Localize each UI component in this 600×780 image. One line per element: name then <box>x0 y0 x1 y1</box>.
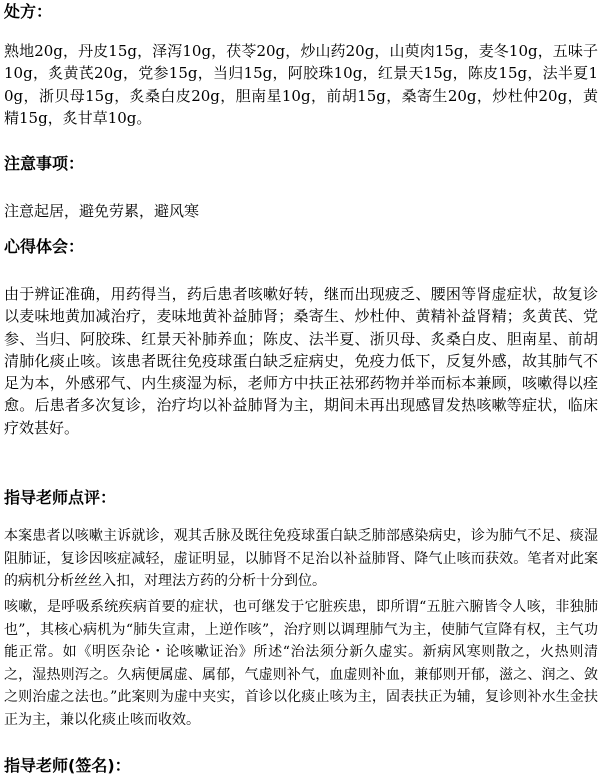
experience-heading: 心得体会： <box>4 237 85 256</box>
notes-heading: 注意事项： <box>4 154 85 173</box>
teacher-comment-heading: 指导老师点评： <box>4 488 117 507</box>
signature-heading: 指导老师(签名)： <box>4 756 131 775</box>
notes-text: 注意起居，避免劳累，避风寒 <box>4 202 200 220</box>
teacher-comment-paragraph-2: 咳嗽，是呼吸系统疾病首要的症状，也可继发于它脏疾患，即所谓“五脏六腑皆令人咳，非独肺也”，其核心病机为“肺失宣肃，上逆作咳”，治疗则以调理肺气为主，使肺气宣降有权，主气功能正常。如《明医杂论・论咳嗽证治》所述“治法须分新久虚实。新病风寒则散之，火热则清之，湿热则泻之。久病便属虚、属郁，气虚则补气，血虚则补血，兼郁则开郁，滋之、润之、敛之则治虚之法也。”此案则为虚中夹实，首诊以化痰止咳为主，固表扶正为辅，复诊则补水生金扶正为主，兼以化痰止咳而收效。 <box>4 599 598 728</box>
prescription-text: 熟地20g，丹皮15g，泽泻10g，茯苓20g，炒山药20g，山萸肉15g，麦冬10g，五味子10g，炙黄芪20g，党参15g，当归15g，阿胶珠10g，红景天15g，陈皮15g，法半夏10g，浙贝母15g，炙桑白皮20g，胆南星10g，前胡15g，桑寄生20g，炒杜仲20g，黄精15g，炙甘草10g。 <box>4 42 598 127</box>
experience-text: 由于辨证准确，用药得当，药后患者咳嗽好转，继而出现疲乏、腰困等肾虚症状，故复诊以麦味地黄加减治疗，麦味地黄补益肺肾；桑寄生、炒杜仲、黄精补益肾精；炙黄芪、党参、当归、阿胶珠、红景天补肺养血；陈皮、法半夏、浙贝母、炙桑白皮、胆南星、前胡清肺化痰止咳。该患者既往免疫球蛋白缺乏症病史，免疫力低下，反复外感，故其肺气不足为本，外感邪气、内生痰湿为标，老师方中扶正祛邪药物并举而标本兼顾，咳嗽得以痊愈。后患者多次复诊，治疗均以补益肺肾为主，期间未再出现感冒发热咳嗽等症状，临床疗效甚好。 <box>4 285 598 437</box>
teacher-comment-paragraph-1: 本案患者以咳嗽主诉就诊，观其舌脉及既往免疫球蛋白缺乏肺部感染病史，诊为肺气不足、痰湿阻肺证，复诊因咳症减轻，虚证明显，以肺肾不足治以补益肺肾、降气止咳而获效。笔者对此案的病机分析丝丝入扣，对理法方药的分析十分到位。 <box>4 528 598 590</box>
prescription-heading: 处方： <box>4 2 53 21</box>
